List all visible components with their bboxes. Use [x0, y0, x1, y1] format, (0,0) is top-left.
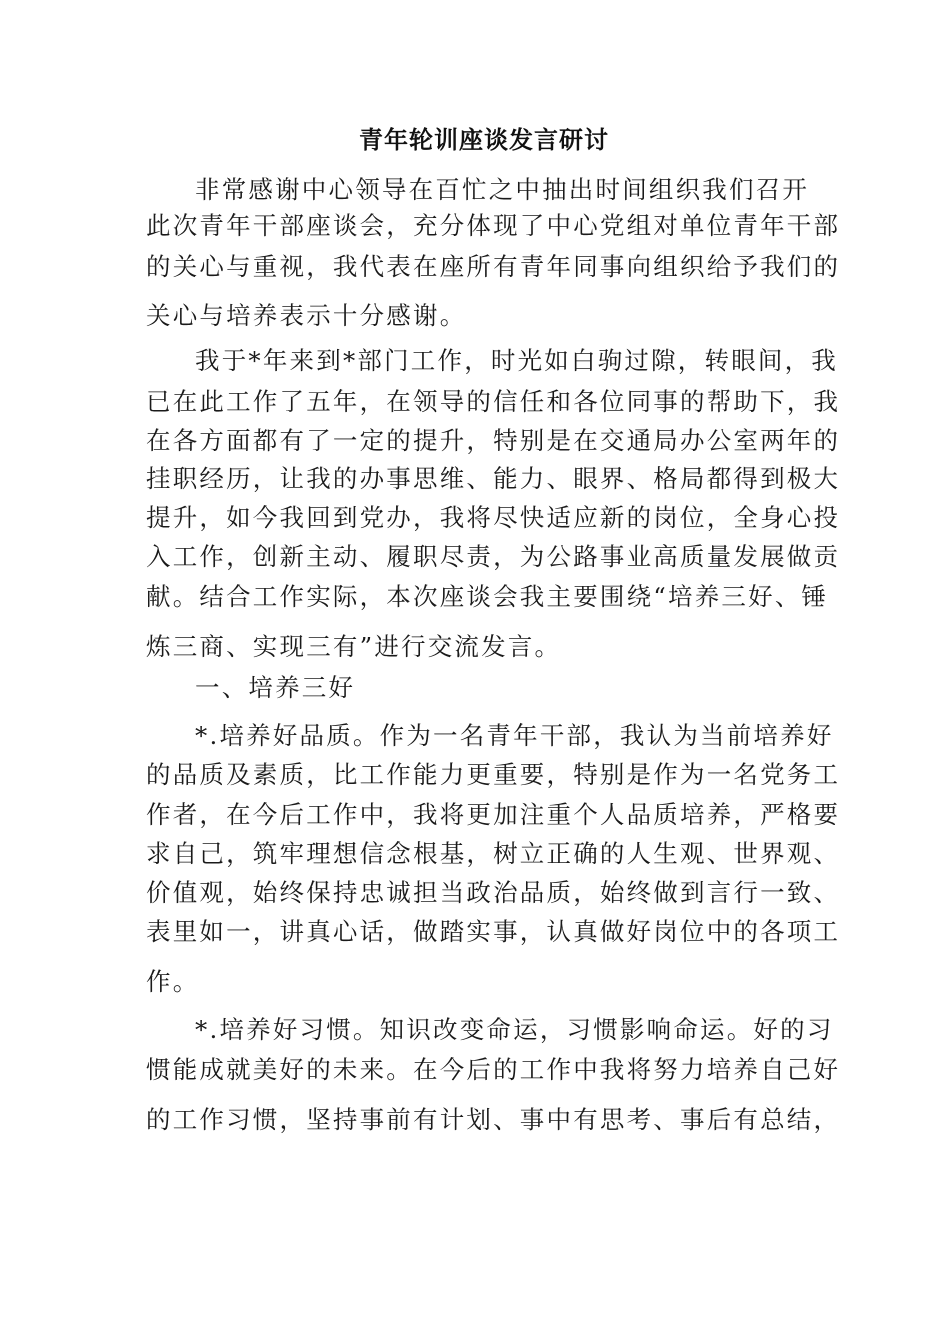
paragraph-line: 已在此工作了五年，在领导的信任和各位同事的帮助下，我 — [146, 387, 841, 416]
paragraph-line: 提升，如今我回到党办，我将尽快适应新的岗位，全身心投 — [146, 503, 841, 532]
paragraph-line: 的关心与重视，我代表在座所有青年同事向组织给予我们的 — [146, 252, 841, 281]
paragraph-line: 关心与培养表示十分感谢。 — [146, 301, 467, 330]
paragraph-line: 的工作习惯，坚持事前有计划、事中有思考、事后有总结， — [146, 1105, 841, 1134]
paragraph-line: *.培养好品质。作为一名青年干部，我认为当前培养好 — [195, 721, 834, 750]
section-heading: 一、培养三好 — [195, 673, 356, 702]
paragraph-line: 入工作，创新主动、履职尽责，为公路事业高质量发展做贡 — [146, 542, 841, 571]
paragraph-line: 挂职经历，让我的办事思维、能力、眼界、格局都得到极大 — [146, 464, 841, 493]
paragraph-line: 非常感谢中心领导在百忙之中抽出时间组织我们召开 — [195, 175, 810, 204]
paragraph-line: 作者，在今后工作中，我将更加注重个人品质培养，严格要 — [146, 800, 841, 829]
paragraph-line: 求自己，筑牢理想信念根基，树立正确的人生观、世界观、 — [146, 839, 841, 868]
paragraph-line: 价值观，始终保持忠诚担当政治品质，始终做到言行一致、 — [146, 878, 841, 907]
paragraph-line: 献。结合工作实际，本次座谈会我主要围绕“培养三好、锤 — [146, 582, 829, 611]
paragraph-line: 惯能成就美好的未来。在今后的工作中我将努力培养自己好 — [146, 1055, 841, 1084]
paragraph-line: *.培养好习惯。知识改变命运，习惯影响命运。好的习 — [195, 1015, 834, 1044]
paragraph-line: 表里如一，讲真心话，做踏实事，认真做好岗位中的各项工 — [146, 917, 841, 946]
paragraph-line: 炼三商、实现三有”进行交流发言。 — [146, 632, 562, 661]
document-title: 青年轮训座谈发言研讨 — [359, 125, 609, 154]
paragraph-line: 我于*年来到*部门工作，时光如白驹过隙，转眼间，我 — [195, 346, 838, 375]
paragraph-line: 作。 — [146, 967, 200, 996]
paragraph-line: 在各方面都有了一定的提升，特别是在交通局办公室两年的 — [146, 426, 841, 455]
paragraph-line: 此次青年干部座谈会，充分体现了中心党组对单位青年干部 — [146, 211, 841, 240]
paragraph-line: 的品质及素质，比工作能力更重要，特别是作为一名党务工 — [146, 760, 841, 789]
